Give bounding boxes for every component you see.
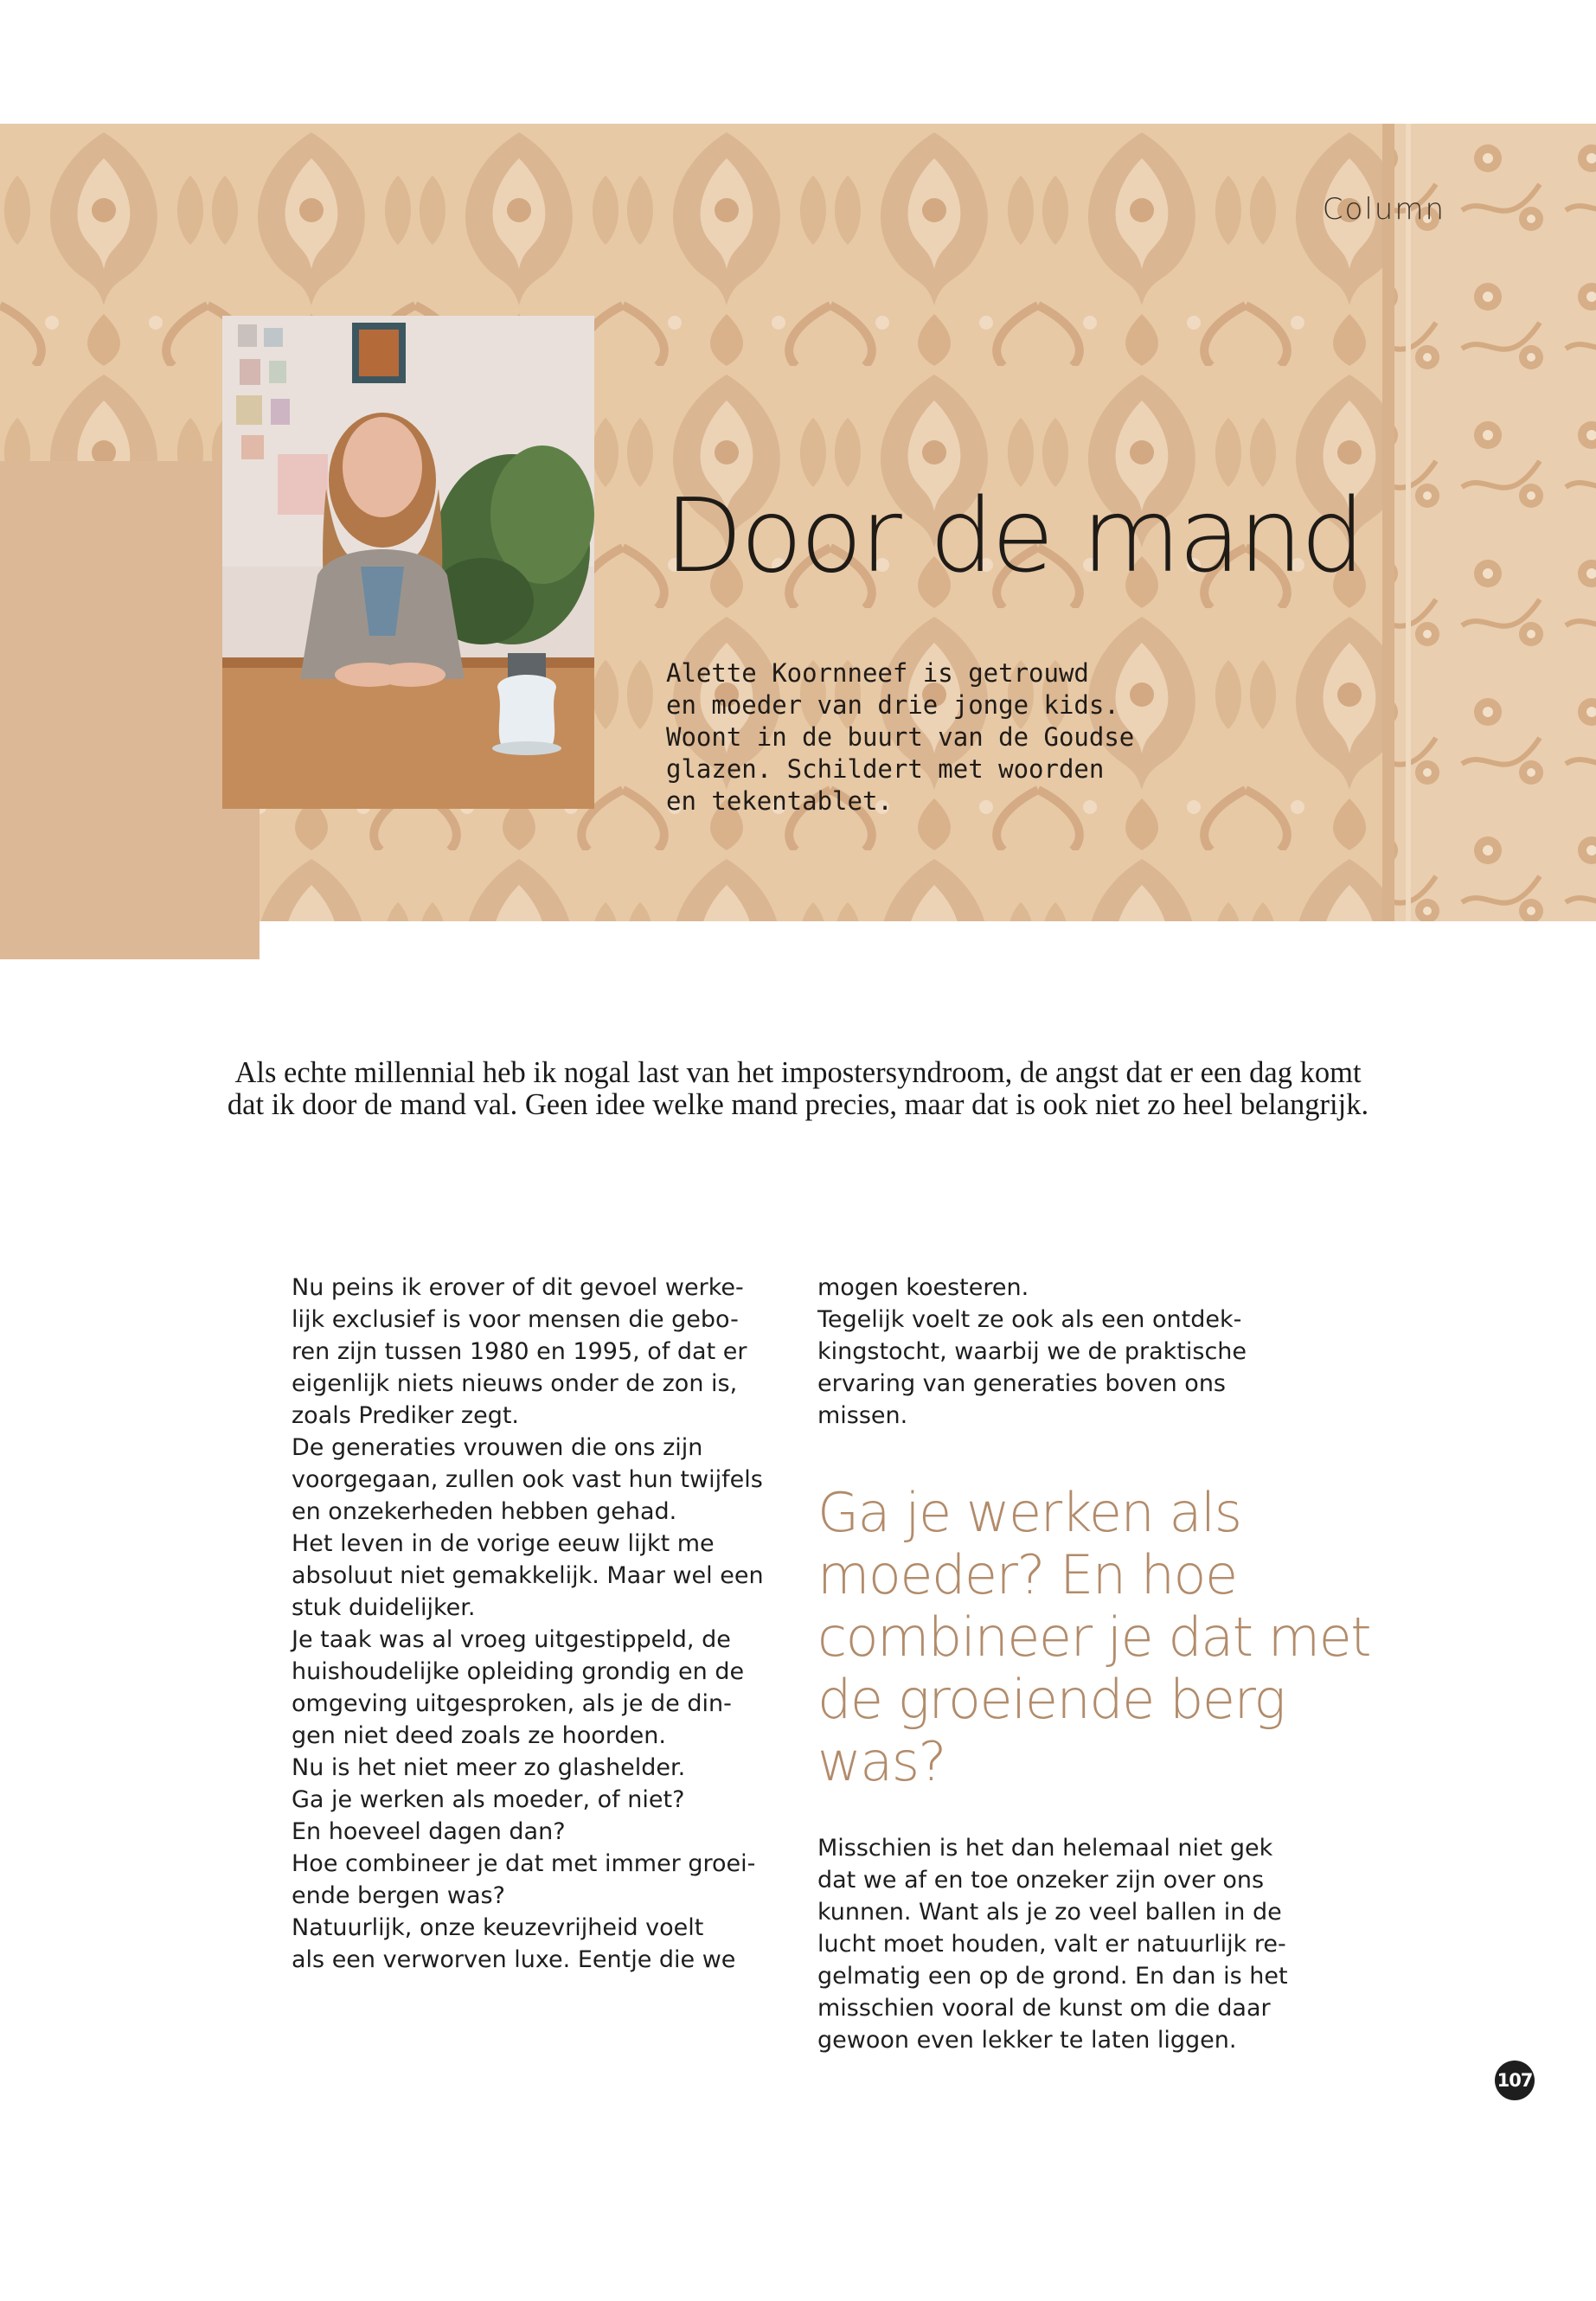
accent-block [0, 461, 260, 959]
body-line: Nu peins ik erover of dit gevoel werke- [292, 1274, 744, 1301]
body-line: De generaties vrouwen die ons zijn [292, 1434, 703, 1461]
body-line: stuk duidelijker. [292, 1594, 476, 1621]
body-line: en onzekerheden hebben gehad. [292, 1498, 677, 1525]
body-line: absoluut niet gemakkelijk. Maar wel een [292, 1562, 764, 1589]
body-line: misschien vooral de kunst om die daar [817, 1995, 1271, 2022]
body-line: Natuurlijk, onze keuzevrijheid voelt [292, 1914, 704, 1941]
body-line: zoals Prediker zegt. [292, 1402, 520, 1429]
section-label: Column [1322, 192, 1445, 227]
body-line: ren zijn tussen 1980 en 1995, of dat er [292, 1338, 747, 1365]
body-line: voorgegaan, zullen ook vast hun twijfels [292, 1466, 763, 1493]
body-line: ende bergen was? [292, 1882, 505, 1909]
author-photo [222, 316, 594, 809]
body-line: ervaring van generaties boven ons [817, 1370, 1226, 1397]
body-line: En hoeveel dagen dan? [292, 1818, 566, 1845]
body-line: lijk exclusief is voor mensen die gebo- [292, 1306, 739, 1333]
body-line: missen. [817, 1402, 908, 1429]
body-line: Hoe combineer je dat met immer groei- [292, 1850, 756, 1877]
intro-paragraph: Als echte millennial heb ik nogal last van het impostersyndroom, de angst dat er een dag komt dat ik door de mand val. Geen idee welke mand precies, maar dat is ook niet zo heel belangrijk. [227, 1056, 1369, 1121]
body-line: eigenlijk niets nieuws onder de zon is, [292, 1370, 738, 1397]
body-line: mogen koesteren. [817, 1274, 1029, 1301]
body-line: omgeving uitgesproken, als je de din- [292, 1690, 732, 1717]
body-line: kingstocht, waarbij we de praktische [817, 1338, 1247, 1365]
body-column-left [292, 1272, 793, 1976]
author-photo-illustration [222, 316, 594, 809]
body-line: kunnen. Want als je zo veel ballen in de [817, 1899, 1282, 1926]
body-line: dat we af en toe onzeker zijn over ons [817, 1867, 1265, 1894]
body-column-right [817, 1272, 1371, 2056]
page-number-badge: 107 [1495, 2061, 1535, 2100]
body-line: als een verworven luxe. Eentje die we [292, 1946, 736, 1973]
body-line: gewoon even lekker te laten liggen. [817, 2027, 1237, 2054]
page-title: Door de mand [664, 476, 1363, 595]
body-line: Nu is het niet meer zo glashelder. [292, 1754, 686, 1781]
body-line: Je taak was al vroeg uitgestippeld, de [292, 1626, 731, 1653]
body-line: huishoudelijke opleiding grondig en de [292, 1658, 745, 1685]
body-line: gelmatig een op de grond. En dan is het [817, 1963, 1288, 1990]
body-line: lucht moet houden, valt er natuurlijk re- [817, 1931, 1286, 1958]
pull-quote: Ga je werken als moeder? En hoe combineer je dat met de groeiende berg was? [817, 1481, 1371, 1793]
body-line: Ga je werken als moeder, of niet? [292, 1786, 685, 1813]
body-line: Misschien is het dan helemaal niet gek [817, 1835, 1273, 1862]
body-line: gen niet deed zoals ze hoorden. [292, 1722, 666, 1749]
body-line: Het leven in de vorige eeuw lijkt me [292, 1530, 715, 1557]
author-bio: Alette Koornneef is getrouwd en moeder van drie jonge kids. Woont in de buurt van de Goudse glazen. Schildert met woorden en tekentablet. [666, 658, 1135, 816]
body-line: Tegelijk voelt ze ook als een ontdek- [817, 1306, 1242, 1333]
